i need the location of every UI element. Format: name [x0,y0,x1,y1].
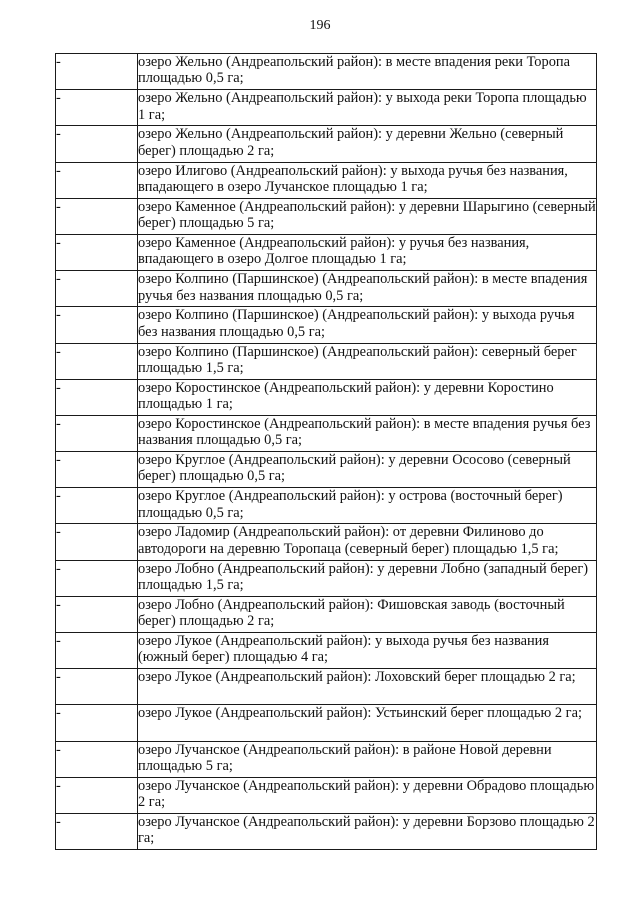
table-row [56,307,597,343]
row-marker: - [56,234,138,270]
table-row [56,524,597,560]
row-marker: - [56,271,138,307]
row-text: озеро Лобно (Андреапольский район): Фишовская заводь (восточный берег) площадью 2 га; [138,596,597,632]
row-text: озеро Коростинское (Андреапольский район): у деревни Коростино площадью 1 га; [138,379,597,415]
row-marker: - [56,307,138,343]
table-row [56,488,597,524]
table-row [56,560,597,596]
table-row [56,813,597,849]
row-marker: - [56,524,138,560]
row-text: озеро Жельно (Андреапольский район): в месте впадения реки Торопа площадью 0,5 га; [138,54,597,90]
row-marker: - [56,741,138,777]
row-text: озеро Ладомир (Андреапольский район): от деревни Филиново до автодороги на деревню Торопаца (северный берег) площадью 1,5 га; [138,524,597,560]
row-marker: - [56,126,138,162]
row-text: озеро Колпино (Паршинское) (Андреапольский район): в месте впадения ручья без названия площадью 0,5 га; [138,271,597,307]
row-text: озеро Лукое (Андреапольский район): у выхода ручья без названия (южный берег) площадью 4 га; [138,633,597,669]
row-text: озеро Лучанское (Андреапольский район): у деревни Обрадово площадью 2 га; [138,777,597,813]
row-marker: - [56,669,138,705]
table-row [56,596,597,632]
row-text: озеро Круглое (Андреапольский район): у деревни Ососово (северный берег) площадью 0,5 га; [138,452,597,488]
row-text: озеро Лучанское (Андреапольский район): в районе Новой деревни площадью 5 га; [138,741,597,777]
row-marker: - [56,198,138,234]
row-text: озеро Лукое (Андреапольский район): Устьинский берег площадью 2 га; [138,705,597,741]
row-marker: - [56,162,138,198]
table-row [56,126,597,162]
table-row [56,741,597,777]
table-row [56,777,597,813]
table-row [56,271,597,307]
table-row [56,234,597,270]
row-text: озеро Колпино (Паршинское) (Андреапольский район): у выхода ручья без названия площадью 0,5 га; [138,307,597,343]
table-row [56,705,597,741]
row-marker: - [56,777,138,813]
row-marker: - [56,54,138,90]
row-text: озеро Каменное (Андреапольский район): у деревни Шарыгино (северный берег) площадью 5 га; [138,198,597,234]
table-row [56,633,597,669]
row-marker: - [56,452,138,488]
row-marker: - [56,813,138,849]
row-text: озеро Коростинское (Андреапольский район): в месте впадения ручья без названия площадью 0,5 га; [138,415,597,451]
table-row [56,54,597,90]
table-row [56,90,597,126]
row-text: озеро Лобно (Андреапольский район): у деревни Лобно (западный берег) площадью 1,5 га; [138,560,597,596]
page-number: 196 [309,18,331,33]
table-row [56,162,597,198]
row-text: озеро Лукое (Андреапольский район): Лоховский берег площадью 2 га; [138,669,597,705]
table-row [56,198,597,234]
row-text: озеро Жельно (Андреапольский район): у выхода реки Торопа площадью 1 га; [138,90,597,126]
row-marker: - [56,415,138,451]
row-marker: - [56,705,138,741]
row-marker: - [56,560,138,596]
table-row [56,415,597,451]
row-text: озеро Жельно (Андреапольский район): у деревни Жельно (северный берег) площадью 2 га; [138,126,597,162]
row-text: озеро Илигово (Андреапольский район): у выхода ручья без названия, впадающего в озеро Лучанское площадью 1 га; [138,162,597,198]
table-body [56,54,597,850]
row-text: озеро Колпино (Паршинское) (Андреапольский район): северный берег площадью 1,5 га; [138,343,597,379]
lake-areas-table [55,53,597,850]
row-marker: - [56,90,138,126]
row-text: озеро Лучанское (Андреапольский район): у деревни Борзово площадью 2 га; [138,813,597,849]
table-row [56,379,597,415]
row-marker: - [56,488,138,524]
table-row [56,452,597,488]
row-marker: - [56,379,138,415]
row-text: озеро Круглое (Андреапольский район): у острова (восточный берег) площадью 0,5 га; [138,488,597,524]
table-row [56,343,597,379]
table-row [56,669,597,705]
row-text: озеро Каменное (Андреапольский район): у ручья без названия, впадающего в озеро Долгое площадью 1 га; [138,234,597,270]
row-marker: - [56,596,138,632]
row-marker: - [56,343,138,379]
row-marker: - [56,633,138,669]
